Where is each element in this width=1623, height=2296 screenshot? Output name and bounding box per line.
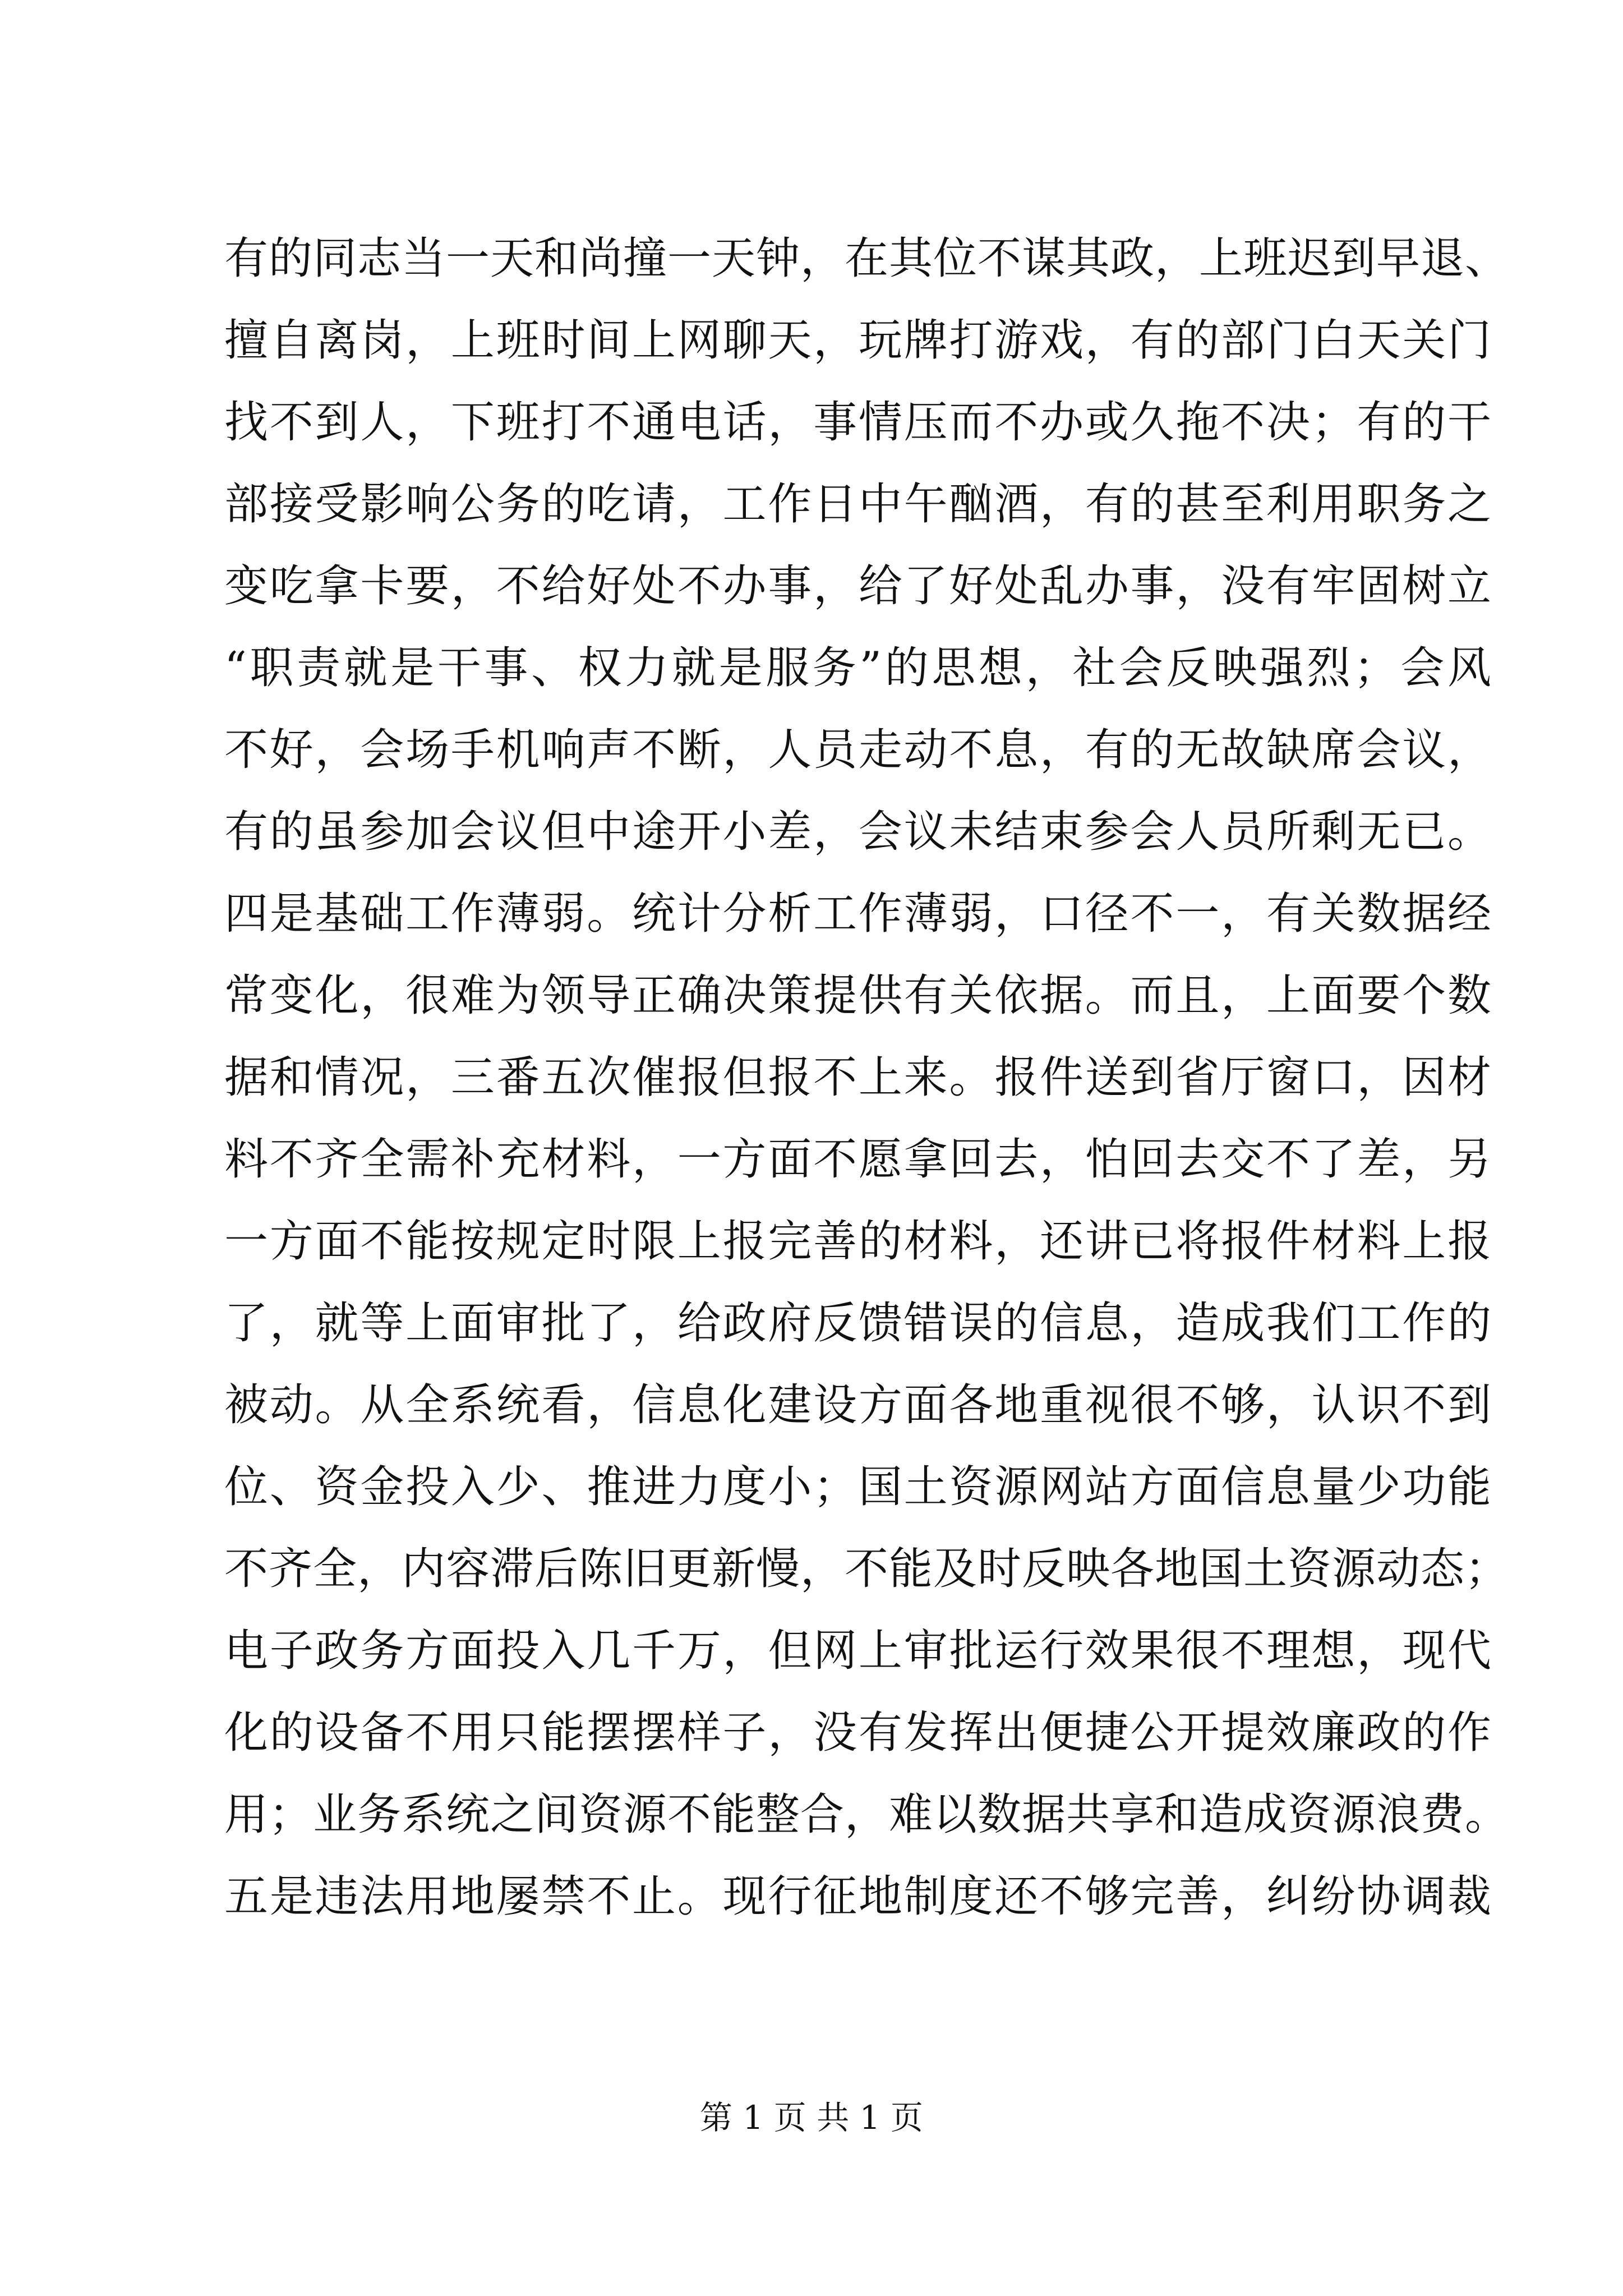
text-line: 四是基础工作薄弱。统计分析工作薄弱，口径不一，有关数据经	[224, 889, 1492, 939]
text-line: 有的虽参加会议但中途开小差，会议未结束参会人员所剩无已。	[224, 807, 1492, 857]
text-line: 常变化，很难为领导正确决策提供有关依据。而且，上面要个数	[224, 970, 1492, 1021]
text-line: 位、资金投入少、推进力度小；国土资源网站方面信息量少功能	[224, 1462, 1492, 1512]
text-line: 部接受影响公务的吃请，工作日中午酗酒，有的甚至利用职务之	[224, 479, 1492, 530]
text-line: 化的设备不用只能摆摆样子，没有发挥出便捷公开提效廉政的作	[224, 1708, 1492, 1758]
text-line: 一方面不能按规定时限上报完善的材料，还讲已将报件材料上报	[224, 1216, 1492, 1267]
text-line: 了，就等上面审批了，给政府反馈错误的信息，造成我们工作的	[224, 1298, 1492, 1349]
text-line: 据和情况，三番五次催报但报不上来。报件送到省厅窗口，因材	[224, 1052, 1492, 1103]
text-line: 不好，会场手机响声不断，人员走动不息，有的无故缺席会议，	[224, 725, 1492, 775]
text-line: 五是违法用地屡禁不止。现行征地制度还不够完善，纠纷协调裁	[224, 1871, 1492, 1922]
text-line: 找不到人，下班打不通电话，事情压而不办或久拖不决；有的干	[224, 397, 1492, 448]
text-line: 擅自离岗，上班时间上网聊天，玩牌打游戏，有的部门白天关门	[224, 315, 1492, 366]
text-line: 电子政务方面投入几千万，但网上审批运行效果很不理想，现代	[224, 1626, 1492, 1676]
text-line: 不齐全，内容滞后陈旧更新慢，不能及时反映各地国土资源动态；	[224, 1544, 1510, 1594]
text-line: 料不齐全需补充材料，一方面不愿拿回去，怕回去交不了差，另	[224, 1134, 1492, 1185]
body-text	[224, 218, 1510, 1938]
text-line: 用；业务系统之间资源不能整合，难以数据共享和造成资源浪费。	[224, 1789, 1510, 1840]
text-line: 有的同志当一天和尚撞一天钟，在其位不谋其政，上班迟到早退、	[224, 233, 1510, 284]
text-line: 被动。从全系统看，信息化建设方面各地重视很不够，认识不到	[224, 1380, 1492, 1430]
text-line: 变吃拿卡要，不给好处不办事，给了好处乱办事，没有牢固树立	[224, 561, 1492, 611]
text-line: “职责就是干事、权力就是服务”的思想，社会反映强烈；会风	[224, 643, 1492, 693]
page-number-footer: 第 1 页 共 1 页	[700, 2099, 923, 2137]
